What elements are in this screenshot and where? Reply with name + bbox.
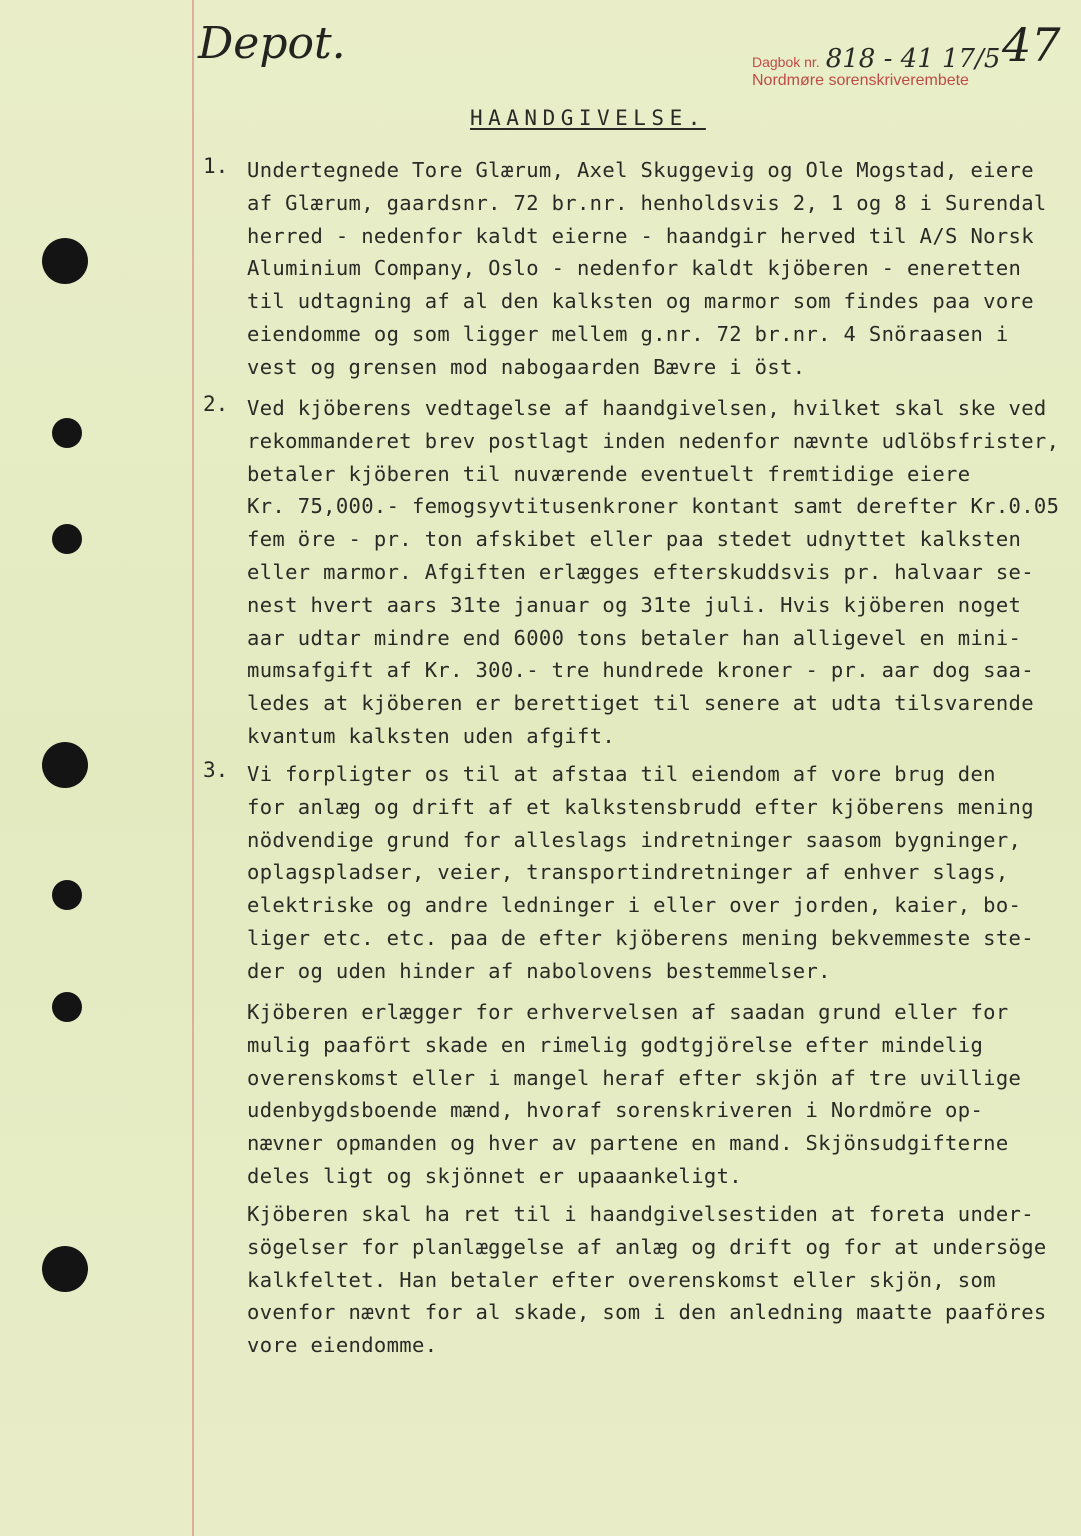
text-line: oplagspladser, veier, transportindretninger af enhver slags, (247, 860, 1009, 885)
text-line: rekommanderet brev postlagt inden nedenfor nævnte udlöbsfrister, (247, 428, 1060, 453)
text-line: betaler kjöberen til nuværende eventuelt fremtidige eiere (247, 461, 971, 486)
punch-hole (52, 524, 82, 554)
stamp-dagbok-label: Dagbok nr. (752, 54, 820, 70)
registry-stamp (752, 44, 1052, 90)
punch-hole (42, 238, 88, 284)
text-line: Aluminium Company, Oslo - nedenfor kaldt kjöberen - eneretten (247, 256, 1022, 281)
paragraph-number: 1. (203, 154, 229, 178)
text-line: eller marmor. Afgiften erlægges efterskuddsvis pr. halvaar se- (247, 559, 1034, 584)
punch-hole (52, 992, 82, 1022)
text-line: aar udtar mindre end 6000 tons betaler han alligevel en mini- (247, 625, 1022, 650)
paragraph-investigation (203, 1198, 1063, 1368)
text-line: elektriske og andre ledninger i eller over jorden, kaier, bo- (247, 893, 1022, 918)
text-line: Kjöberen erlægger for erhvervelsen af saadan grund eller for (247, 1000, 1009, 1024)
text-line: vest og grensen mod nabogaarden Bævre i öst. (247, 354, 806, 379)
handwritten-page-number: 47 (1002, 18, 1061, 72)
text-line: der og uden hinder af nabolovens bestemmelser. (247, 958, 831, 983)
text-line: mumsafgift af Kr. 300.- tre hundrede kroner - pr. aar dog saa- (247, 658, 1034, 683)
text-line: kalkfeltet. Han betaler efter overenskomst eller skjön, som (247, 1267, 996, 1292)
punch-hole (42, 742, 88, 788)
text-line: for anlæg og drift af et kalkstensbrudd efter kjöberens mening (247, 794, 1034, 819)
punch-hole (52, 418, 82, 448)
document-title: HAANDGIVELSE. (470, 106, 706, 130)
text-line: herred - nedenfor kaldt eierne - haandgir herved til A/S Norsk (247, 223, 1034, 248)
stamp-office: Nordmøre sorenskriverembete (752, 72, 969, 89)
text-line: overenskomst eller i mangel heraf efter skjön af tre uvillige (247, 1065, 1022, 1090)
text-line: nest hvert aars 31te januar og 31te juli. Hvis kjöberen noget (247, 592, 1022, 617)
stamp-dagbok-entry: 818 - 41 17/5 (825, 44, 1001, 74)
paragraph-compensation (203, 996, 1063, 1196)
text-line: liger etc. etc. paa de efter kjöberens mening bekvemmeste ste- (247, 925, 1034, 950)
paragraph-2 (203, 392, 1063, 754)
text-line: deles ligt og skjönnet er upaaankeligt. (247, 1163, 742, 1188)
handwritten-depot: Depot. (198, 18, 346, 69)
paragraph-1 (203, 154, 1063, 384)
punch-hole (52, 880, 82, 910)
paragraph-number: 2. (203, 392, 229, 416)
text-line: nævner opmanden og hver av partene en mand. Skjönsudgifterne (247, 1131, 1009, 1156)
text-line: Undertegnede Tore Glærum, Axel Skuggevig og Ole Mogstad, eiere (247, 158, 1034, 182)
text-line: ledes at kjöberen er berettiget til senere at udta tilsvarende (247, 691, 1034, 716)
text-line: ovenfor nævnt for al skade, som i den anledning maatte paaföres (247, 1300, 1047, 1325)
margin-line (192, 0, 194, 1536)
text-line: fem öre - pr. ton afskibet eller paa stedet udnyttet kalksten (247, 527, 1022, 552)
text-line: eiendomme og som ligger mellem g.nr. 72 br.nr. 4 Snöraasen i (247, 321, 1009, 346)
text-line: Kjöberen skal ha ret til i haandgivelsestiden at foreta under- (247, 1202, 1034, 1226)
text-line: kvantum kalksten uden afgift. (247, 723, 616, 748)
text-line: udenbygdsboende mænd, hvoraf sorenskriveren i Nordmöre op- (247, 1098, 984, 1123)
paragraph-number: 3. (203, 758, 229, 782)
paragraph-3 (203, 758, 1063, 988)
punch-hole (42, 1246, 88, 1292)
text-line: til udtagning af al den kalksten og marmor som findes paa vore (247, 289, 1034, 314)
text-line: Kr. 75,000.- femogsyvtitusenkroner kontant samt derefter Kr.0.05 (247, 494, 1060, 519)
text-line: Ved kjöberens vedtagelse af haandgivelsen, hvilket skal ske ved (247, 396, 1047, 420)
text-line: sögelser for planlæggelse af anlæg og drift og for at undersöge (247, 1234, 1047, 1259)
text-line: mulig paafört skade en rimelig godtgjörelse efter mindelig (247, 1032, 984, 1057)
text-line: vore eiendomme. (247, 1333, 438, 1358)
text-line: Vi forpligter os til at afstaa til eiendom af vore brug den (247, 762, 996, 786)
text-line: nödvendige grund for alleslags indretninger saasom bygninger, (247, 827, 1022, 852)
text-line: af Glærum, gaardsnr. 72 br.nr. henholdsvis 2, 1 og 8 i Surendal (247, 190, 1047, 215)
